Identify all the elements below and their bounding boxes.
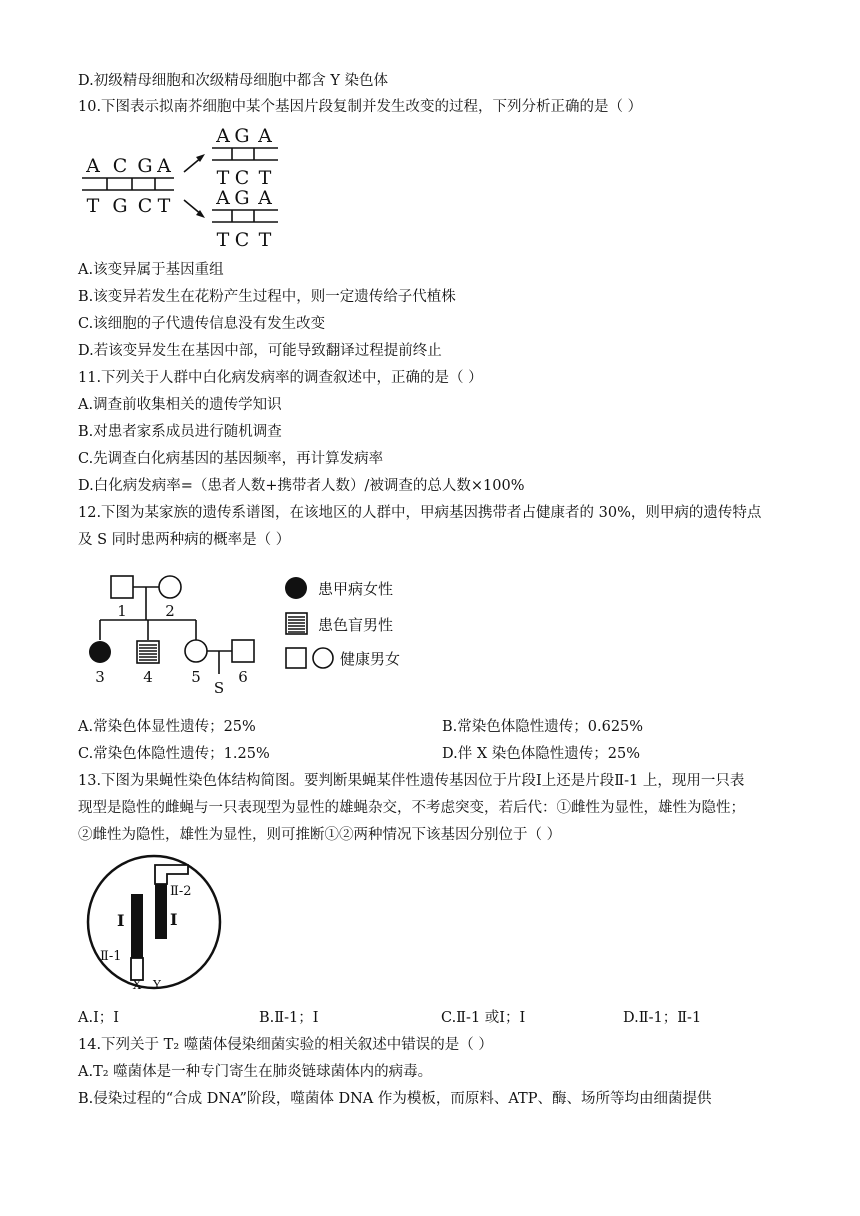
dna-replication-figure xyxy=(78,122,288,252)
individual-5-circle xyxy=(185,640,207,662)
legend-affected-female-icon xyxy=(285,577,307,599)
q13-stem-line1: 13.下图为果蝇性染色体结构简图。要判断果蝇某伴性遗传基因位于片段Ⅰ上还是片段Ⅱ-1 上，现用一只表 xyxy=(78,773,745,789)
down-top-0: A xyxy=(216,187,230,209)
sex-chromosome-figure xyxy=(80,852,230,992)
orig-top-0: A xyxy=(86,155,100,177)
orig-bottom-3: T xyxy=(157,195,171,217)
individual-2-circle xyxy=(159,576,181,598)
down-top-2: A xyxy=(258,187,272,209)
label-2: 2 xyxy=(165,602,175,620)
x-chromosome-segment-I xyxy=(131,894,143,958)
legend-label-affected-female: 患甲病女性 xyxy=(318,580,394,598)
q11-option-b: B.对患者家系成员进行随机调查 xyxy=(78,424,282,440)
q12-stem-line1: 12.下图为某家族的遗传系谱图，在该地区的人群中，甲病基因携带者占健康者的 30%，则甲病的遗传特点 xyxy=(78,505,762,521)
legend-label-healthy: 健康男女 xyxy=(340,650,401,668)
q10-stem: 10.下图表示拟南芥细胞中某个基因片段复制并发生改变的过程，下列分析正确的是（ ） xyxy=(78,99,643,115)
q13-stem-line3: ②雌性为隐性，雄性为显性，则可推断①②两种情况下该基因分别位于（ ） xyxy=(78,827,562,843)
q12-option-d: D.伴 X 染色体隐性遗传；25% xyxy=(442,746,640,762)
q10-option-b: B.该变异若发生在花粉产生过程中，则一定遗传给子代植株 xyxy=(78,289,456,305)
label-5: 5 xyxy=(191,668,201,686)
legend-healthy-male-square xyxy=(286,648,306,668)
q9-option-d: D.初级精母细胞和次级精母细胞中都含 Y 染色体 xyxy=(78,73,389,89)
down-top-1: G xyxy=(234,187,250,209)
q12-stem-line2: 及 S 同时患两种病的概率是（ ） xyxy=(78,532,291,548)
legend-healthy-female-circle xyxy=(313,648,333,668)
legend-label-colorblind-male: 患色盲男性 xyxy=(318,616,394,634)
label-I-left: Ⅰ xyxy=(117,911,125,930)
y-chromosome-segment-I xyxy=(155,884,167,939)
orig-bottom-0: T xyxy=(86,195,100,217)
orig-bottom-1: G xyxy=(112,195,128,217)
up-bottom-2: T xyxy=(258,167,272,189)
orig-top-1: C xyxy=(112,155,128,177)
q13-option-a: A.Ⅰ；Ⅰ xyxy=(78,1010,120,1026)
q10-option-c: C.该细胞的子代遗传信息没有发生改变 xyxy=(78,316,326,332)
up-top-1: G xyxy=(234,125,250,147)
q12-option-a: A.常染色体显性遗传；25% xyxy=(78,719,256,735)
down-bottom-1: C xyxy=(234,229,250,251)
label-X: X xyxy=(132,978,142,992)
q12-option-b: B.常染色体隐性遗传；0.625% xyxy=(442,719,644,735)
q11-option-c: C.先调查白化病基因的基因频率，再计算发病率 xyxy=(78,451,384,467)
individual-6-square xyxy=(232,640,254,662)
q13-option-c: C.Ⅱ-1 或Ⅰ；Ⅰ xyxy=(441,1010,526,1026)
pedigree-figure xyxy=(78,568,418,698)
q13-stem-line2: 现型是隐性的雌蝇与一只表现型为显性的雄蝇杂交，不考虑突变，若后代：①雌性为显性，雄性为隐性； xyxy=(78,800,745,816)
y-chromosome-segment-II-2 xyxy=(155,865,188,884)
q13-option-b: B.Ⅱ-1；Ⅰ xyxy=(259,1010,319,1026)
label-S: S xyxy=(213,679,225,697)
label-II-1: Ⅱ-1 xyxy=(100,949,122,964)
orig-top-2: G xyxy=(137,155,153,177)
label-II-2: Ⅱ-2 xyxy=(170,884,192,899)
q14-option-a: A.T₂ 噬菌体是一种专门寄生在肺炎链球菌体内的病毒。 xyxy=(78,1064,433,1080)
q11-option-a: A.调查前收集相关的遗传学知识 xyxy=(78,397,282,413)
q14-option-b: B.侵染过程的“合成 DNA”阶段，噬菌体 DNA 作为模板，而原料、ATP、酶、场所等均由细菌提供 xyxy=(78,1091,712,1107)
down-bottom-2: T xyxy=(258,229,272,251)
label-4: 4 xyxy=(143,668,153,686)
label-6: 6 xyxy=(238,668,248,686)
orig-bottom-2: C xyxy=(137,195,153,217)
orig-top-3: A xyxy=(157,155,171,177)
down-bottom-0: T xyxy=(216,229,230,251)
up-bottom-0: T xyxy=(216,167,230,189)
q10-option-d: D.若该变异发生在基因中部，可能导致翻译过程提前终止 xyxy=(78,343,442,359)
label-I-right: Ⅰ xyxy=(170,910,178,929)
label-3: 3 xyxy=(95,668,105,686)
q11-option-d: D.白化病发病率=（患者人数+携带者人数）/被调查的总人数×100% xyxy=(78,478,525,494)
label-Y: Y xyxy=(153,978,161,992)
individual-3-affected-female xyxy=(89,641,111,663)
label-1: 1 xyxy=(117,602,127,620)
q11-stem: 11.下列关于人群中白化病发病率的调查叙述中，正确的是（ ） xyxy=(78,370,483,386)
up-top-2: A xyxy=(258,125,272,147)
x-chromosome-segment-II-1 xyxy=(131,958,143,980)
up-bottom-1: C xyxy=(234,167,250,189)
q13-option-d: D.Ⅱ-1；Ⅱ-1 xyxy=(623,1010,702,1026)
up-top-0: A xyxy=(216,125,230,147)
q10-option-a: A.该变异属于基因重组 xyxy=(78,262,224,278)
individual-1-square xyxy=(111,576,133,598)
q14-stem: 14.下列关于 T₂ 噬菌体侵染细菌实验的相关叙述中错误的是（ ） xyxy=(78,1037,493,1053)
q12-option-c: C.常染色体隐性遗传；1.25% xyxy=(78,746,270,762)
